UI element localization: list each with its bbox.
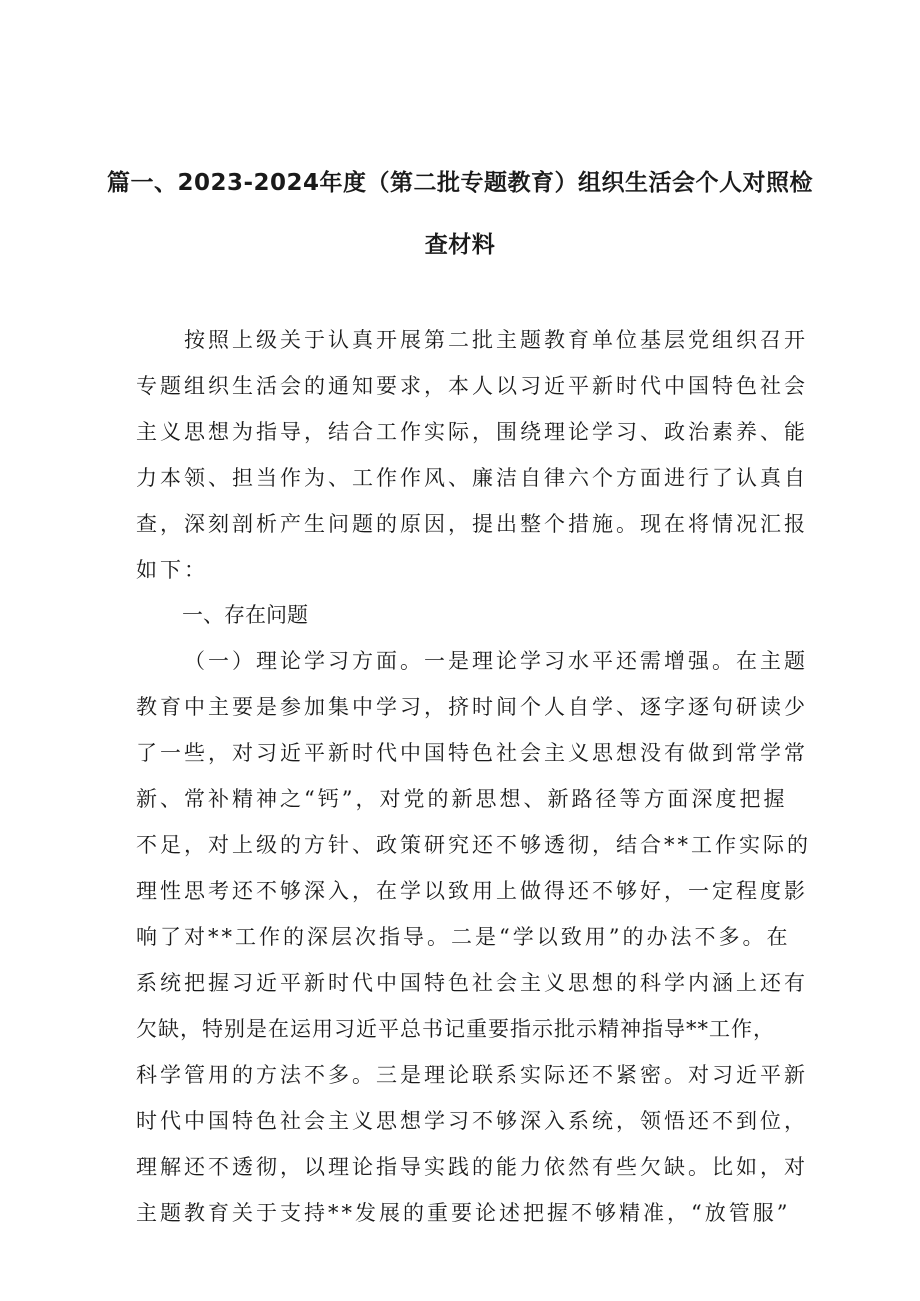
paragraph-line: 力本领、担当作为、工作作风、廉洁自律六个方面进行了认真自	[136, 466, 808, 490]
paragraph-line: 按照上级关于认真开展第二批主题教育单位基层党组织召开	[184, 328, 808, 352]
paragraph-line: 科学管用的方法不多。三是理论联系实际还不紧密。对习近平新	[136, 1063, 808, 1087]
paragraph-line: （一）理论学习方面。一是理论学习水平还需增强。在主题	[184, 649, 808, 673]
paragraph-line: 理性思考还不够深入，在学以致用上做得还不够好，一定程度影	[136, 879, 808, 903]
paragraph-line: 主题教育关于支持**发展的重要论述把握不够精准，“放管服”	[136, 1201, 791, 1225]
paragraph-line: 主义思想为指导，结合工作实际，围绕理论学习、政治素养、能	[136, 420, 808, 444]
paragraph-line: 系统把握习近平新时代中国特色社会主义思想的科学内涵上还有	[136, 971, 808, 995]
document-title-line-2: 查材料	[424, 232, 496, 258]
paragraph-line: 了一些，对习近平新时代中国特色社会主义思想没有做到常学常	[136, 741, 808, 765]
document-title-line-1: 篇一、2023-2024年度（第二批专题教育）组织生活会个人对照检	[106, 170, 814, 196]
paragraph-line: 不足，对上级的方针、政策研究还不够透彻，结合**工作实际的	[136, 833, 811, 857]
paragraph-line: 理解还不透彻，以理论指导实践的能力依然有些欠缺。比如，对	[136, 1155, 808, 1179]
paragraph-line: 查，深刻剖析产生问题的原因，提出整个措施。现在将情况汇报	[136, 512, 808, 536]
section-heading: 一、存在问题	[182, 603, 308, 627]
paragraph-line: 专题组织生活会的通知要求，本人以习近平新时代中国特色社会	[136, 374, 808, 398]
paragraph-line: 如下：	[136, 558, 208, 582]
paragraph-line: 欠缺，特别是在运用习近平总书记重要指示批示精神指导**工作，	[136, 1017, 775, 1041]
paragraph-line: 教育中主要是参加集中学习，挤时间个人自学、逐字逐句研读少	[136, 695, 808, 719]
paragraph-line: 时代中国特色社会主义思想学习不够深入系统，领悟还不到位，	[136, 1109, 808, 1133]
paragraph-line: 新、常补精神之“钙”，对党的新思想、新路径等方面深度把握	[136, 787, 788, 811]
paragraph-line: 响了对**工作的深层次指导。二是“学以致用”的办法不多。在	[136, 925, 791, 949]
